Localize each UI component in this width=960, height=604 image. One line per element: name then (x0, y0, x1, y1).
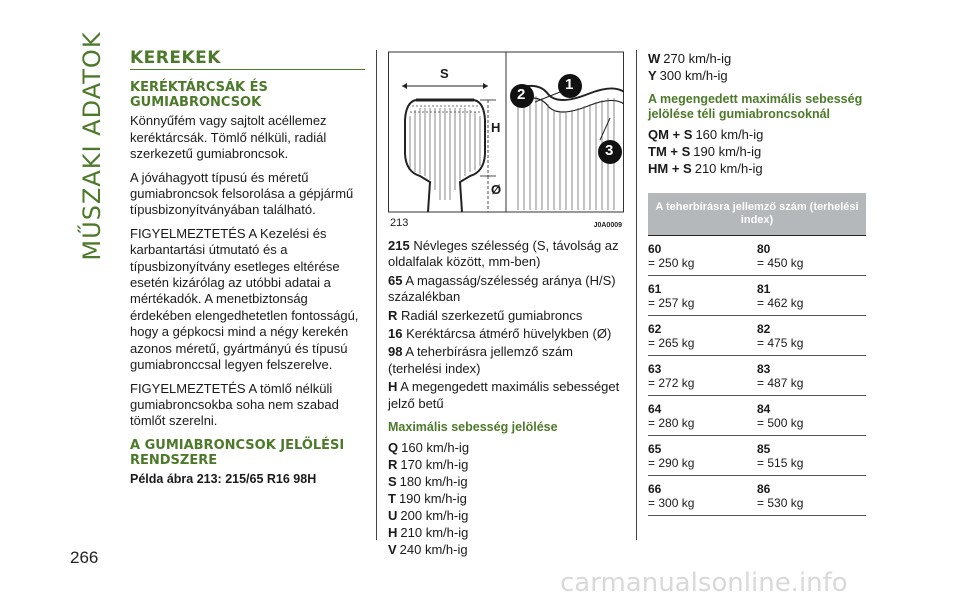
column-2 (388, 50, 624, 558)
subheading-marking-system: A GUMIABRONCSOK JELÖLÉSI RENDSZERE (130, 437, 345, 468)
section-side-title (72, 30, 112, 261)
subheading-rims-tyres: KERÉKTÁRCSÁK ÉS GUMIABRONCSOK (130, 80, 268, 111)
speed-heading: Maximális sebesség jelölése (388, 420, 558, 435)
definition-item: H A megengedett maximális sebességet jelző betű (388, 379, 620, 411)
table-cell: 82 = 475 kg (757, 322, 804, 350)
column-3 (648, 50, 866, 516)
definition-item: 16 Keréktárcsa átmérő hüvelykben (Ø) (388, 326, 612, 342)
table-cell: 65 = 290 kg (648, 442, 695, 470)
table-cell: 86 = 530 kg (757, 482, 804, 510)
table-cell: 63 = 272 kg (648, 362, 695, 390)
table-cell: 85 = 515 kg (757, 442, 804, 470)
table-cell: 80 = 450 kg (757, 242, 804, 270)
table-cell: 81 = 462 kg (757, 282, 804, 310)
table-row (648, 356, 866, 396)
tyre-cross-section-svg (388, 50, 624, 232)
page-number: 266 (70, 548, 99, 567)
section-heading: KEREKEK (130, 50, 365, 70)
speed-item: S 180 km/h-ig (388, 474, 468, 490)
speed-item: U 200 km/h-ig (388, 508, 469, 524)
definition-item: 65 A magasság/szélesség aránya (H/S) százalékban (388, 272, 616, 305)
column-divider-2 (636, 50, 637, 540)
side-title-text: MŰSZAKI ADATOK (78, 30, 106, 261)
definition-item: 98 A teherbírásra jellemző szám (terhelési index) (388, 344, 573, 376)
speed-item: H 210 km/h-ig (388, 525, 469, 541)
winter-speed-item: HM + S 210 km/h-ig (648, 161, 763, 176)
speed-item: V 240 km/h-ig (388, 542, 468, 558)
speed-list (388, 439, 624, 558)
table-cell: 64 = 280 kg (648, 402, 695, 430)
speed-item: T 190 km/h-ig (388, 491, 467, 507)
table-cell: 61 = 257 kg (648, 282, 695, 310)
winter-speed-item: TM + S 190 km/h-ig (648, 144, 762, 159)
column-divider-1 (376, 50, 377, 540)
definition-list (388, 238, 624, 412)
table-row (648, 236, 866, 276)
column-1 (130, 50, 365, 487)
watermark-text: carmanualsonline.info (560, 568, 848, 598)
table-cell: 83 = 487 kg (757, 362, 804, 390)
paragraph-approved-types: A jóváhagyott típusú és méretű gumiabroncsok felsorolása a gépjármű típusbizonyítványában található. (130, 169, 354, 218)
tyre-diagram (388, 50, 624, 232)
table-row (648, 476, 866, 516)
callout-3: 3 (605, 142, 614, 159)
figure-number: 213 (390, 217, 409, 229)
definition-item: R Radiál szerkezetű gumiabroncs (388, 307, 583, 323)
winter-speed-heading: A megengedett maximális sebesség jelölése téli gumiabroncsoknál (648, 92, 863, 121)
figure-code: J0A0009 (593, 222, 622, 229)
speed-item: R 170 km/h-ig (388, 457, 469, 473)
dimension-label-s: S (440, 66, 449, 81)
speed-item: Q 160 km/h-ig (388, 440, 470, 456)
speed-item: W 270 km/h-ig (648, 51, 732, 66)
load-table-header: A teherbírásra jellemző szám (terhelési index) (648, 193, 866, 236)
callout-2: 2 (517, 86, 526, 103)
table-row (648, 276, 866, 316)
table-row (648, 316, 866, 356)
table-row (648, 436, 866, 476)
callout-1: 1 (565, 76, 574, 93)
winter-speed-item: QM + S 160 km/h-ig (648, 127, 764, 142)
definition-item: 215 Névleges szélesség (S, távolság az oldalfalak között, mm-ben) (388, 238, 619, 270)
paragraph-warning-2: FIGYELMEZTETÉS A tömlő nélküli gumiabroncsokba soha nem szabad tömlőt szerelni. (130, 380, 339, 429)
table-cell: 66 = 300 kg (648, 482, 695, 510)
example-line: Példa ábra 213: 215/65 R16 98H (130, 471, 317, 486)
table-row (648, 396, 866, 436)
paragraph-warning-1: FIGYELMEZTETÉS A Kezelési és karbantartási útmutató és a típusbizonyítvány esetleges eltérése esetén kizárólag az utóbbi adatai a mértékadók. A menetbiztonság érdekében elengedhetetlen fontosságú, hogy a gépkocsi mind a négy kerekén azonos méretű, gyártmányú és típusú gumiabronccsal legyen felszerelve. (130, 225, 359, 373)
paragraph-rims: Könnyűfém vagy sajtolt acéllemez keréktárcsák. Tömlő nélküli, radiál szerkezetű gumiabroncsok. (130, 113, 327, 162)
table-cell: 62 = 265 kg (648, 322, 695, 350)
dimension-label-h: H (491, 120, 501, 135)
speed-item: Y 300 km/h-ig (648, 68, 728, 83)
table-cell: 60 = 250 kg (648, 242, 695, 270)
dimension-label-diameter: Ø (491, 182, 502, 197)
table-cell: 84 = 500 kg (757, 402, 804, 430)
load-index-table (648, 193, 866, 516)
